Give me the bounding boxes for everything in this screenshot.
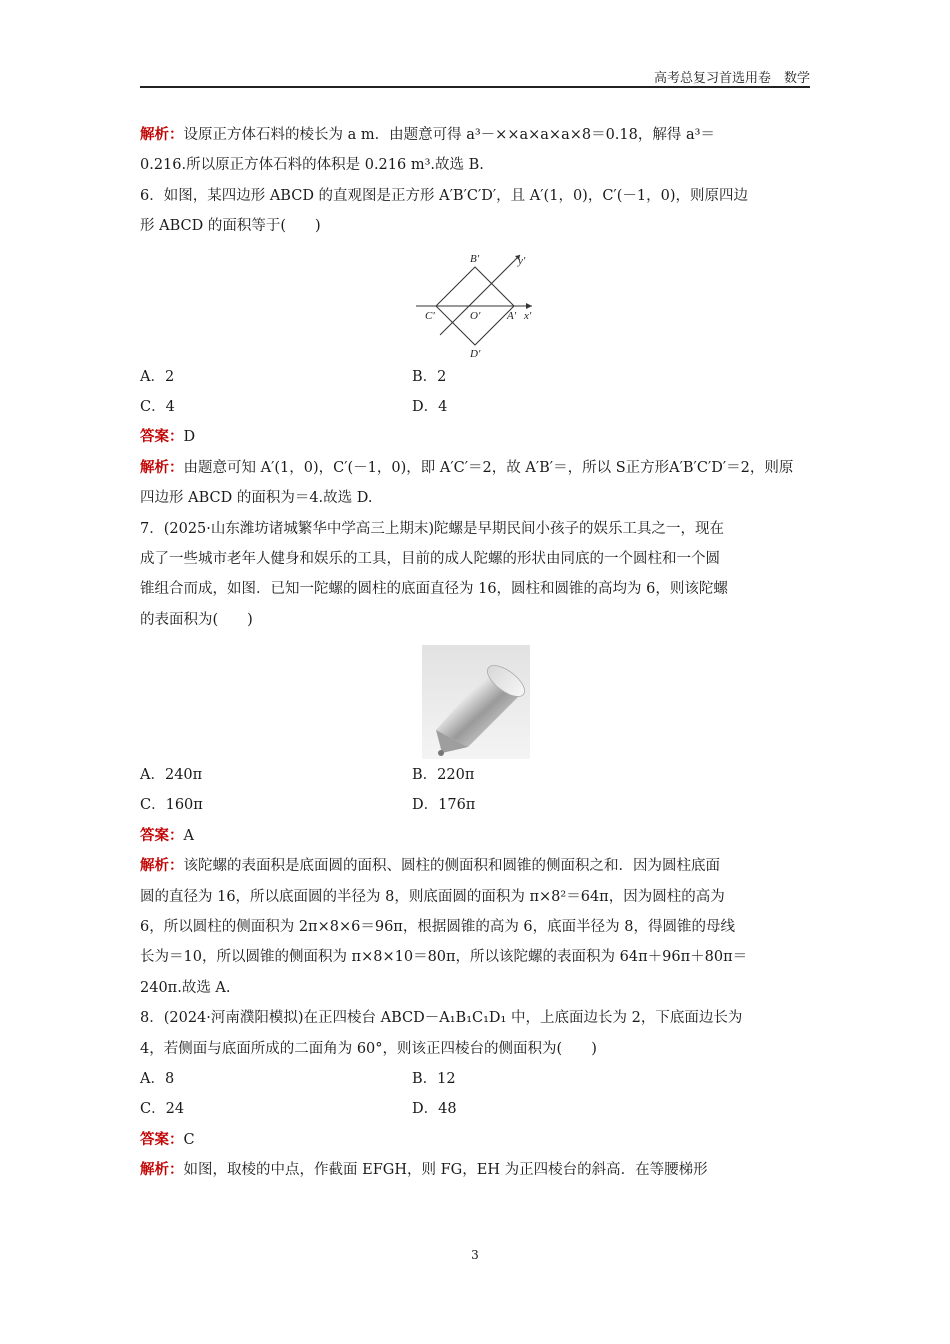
label-y: y′ (518, 254, 526, 267)
answer-line (140, 422, 810, 452)
q6-figure (140, 242, 810, 362)
analysis-text: 该陀螺的表面积是底面圆的面积、圆柱的侧面积和圆锥的侧面积之和．因为圆柱底面 (183, 858, 720, 875)
options-row (140, 760, 810, 790)
question-8-stem: 8．(2024·河南濮阳模拟)在正四棱台 ABCD－A₁B₁C₁D₁ 中，上底面边长为 2，下底面边长为 (140, 1010, 743, 1027)
option-b: B．220π (412, 767, 475, 784)
question-6-stem: 形 ABCD 的面积等于( ) (140, 218, 321, 235)
option-a: A．8 (140, 1070, 175, 1087)
options-row (140, 362, 810, 392)
answer-line (140, 821, 810, 851)
page-number: 3 (471, 1248, 479, 1262)
option-d: D．176π (412, 797, 476, 814)
answer-value: A (183, 827, 194, 844)
answer-value: D (183, 429, 196, 446)
page-header (140, 66, 810, 88)
label-d: D′ (470, 347, 481, 360)
option-a: A．2 (140, 368, 175, 385)
text-line: 0.216.所以原正方体石料的体积是 0.216 m³.故选 B. (140, 157, 484, 174)
option-d: D．48 (412, 1101, 457, 1118)
question-7-stem: 成了一些城市老年人健身和娱乐的工具，目前的成人陀螺的形状由同底的一个圆柱和一个圆 (140, 550, 720, 567)
answer-label: 答案： (140, 428, 184, 446)
answer-value: C (183, 1131, 195, 1148)
analysis-text: 设原正方体石料的棱长为 a m．由题意可得 a³－××a×a×a×8＝0.18，解得 a³＝ (183, 127, 715, 143)
option-c: C．160π (140, 797, 203, 814)
spinning-top-image (140, 635, 810, 760)
header-text: 高考总复习首选用卷 数学 (653, 71, 810, 86)
question-7-stem: 的表面积为( ) (140, 611, 253, 628)
question-7-stem: 7．(2025·山东潍坊诸城繁华中学高三上期末)陀螺是早期民间小孩子的娱乐工具之一，现在 (140, 520, 725, 537)
q7-spinning-top-photo (140, 635, 810, 760)
text-line: 圆的直径为 16，所以底面圆的半径为 8，则底面圆的面积为 π×8²＝64π，因为圆柱的高为 (140, 888, 725, 905)
analysis-label: 解析： (140, 857, 184, 875)
question-6-stem: 6．如图，某四边形 ABCD 的直观图是正方形 A′B′C′D′，且 A′(1，0)，C′(－1，0)，则原四边 (140, 187, 748, 204)
analysis-text: 如图，取棱的中点，作截面 EFGH，则 FG，EH 为正四棱台的斜高．在等腰梯形 (183, 1162, 708, 1179)
text-line (140, 1155, 810, 1185)
text-line: 240π.故选 A. (140, 979, 231, 996)
question-7-stem: 锥组合而成，如图．已知一陀螺的圆柱的底面直径为 16，圆柱和圆锥的高均为 6，则该陀螺 (140, 581, 728, 598)
text-line: 四边形 ABCD 的面积为＝4.故选 D. (140, 490, 373, 507)
option-d: D．4 (412, 398, 448, 415)
options-row (140, 790, 810, 820)
analysis-label: 解析： (140, 458, 184, 476)
option-c: C．24 (140, 1101, 185, 1118)
option-c: C．4 (140, 398, 175, 415)
text-line: 长为＝10，所以圆锥的侧面积为 π×8×10＝80π，所以该陀螺的表面积为 64π＋96π＋80π＝ (140, 949, 748, 966)
label-x: x′ (524, 309, 532, 322)
text-line (140, 453, 810, 483)
text-line (140, 120, 810, 150)
analysis-label: 解析： (140, 126, 184, 143)
text-line (140, 851, 810, 881)
label-a: A′ (507, 309, 517, 322)
question-8-stem: 4，若侧面与底面所成的二面角为 60°，则该正四棱台的侧面积为( ) (140, 1040, 597, 1057)
y-axis (440, 252, 520, 335)
analysis-text: 由题意可知 A′(1，0)，C′(－1，0)，即 A′C′＝2，故 A′B′＝，所以 S正方形A′B′C′D′＝2，则原 (183, 459, 794, 476)
option-b: B．2 (412, 368, 447, 385)
label-o: O′ (470, 309, 481, 322)
option-b: B．12 (412, 1070, 456, 1087)
option-a: A．240π (140, 767, 203, 784)
options-row (140, 1094, 810, 1124)
answer-line (140, 1125, 810, 1155)
analysis-label: 解析： (140, 1161, 184, 1179)
options-row (140, 392, 810, 422)
label-c: C′ (425, 309, 435, 322)
options-row (140, 1064, 810, 1094)
page-content (140, 120, 810, 1186)
answer-label: 答案： (140, 1130, 184, 1148)
square-diagram (140, 242, 810, 362)
answer-label: 答案： (140, 826, 184, 844)
text-line: 6，所以圆柱的侧面积为 2π×8×6＝96π，根据圆锥的高为 6，底面半径为 8，得圆锥的母线 (140, 919, 735, 936)
label-b: B′ (470, 252, 480, 265)
